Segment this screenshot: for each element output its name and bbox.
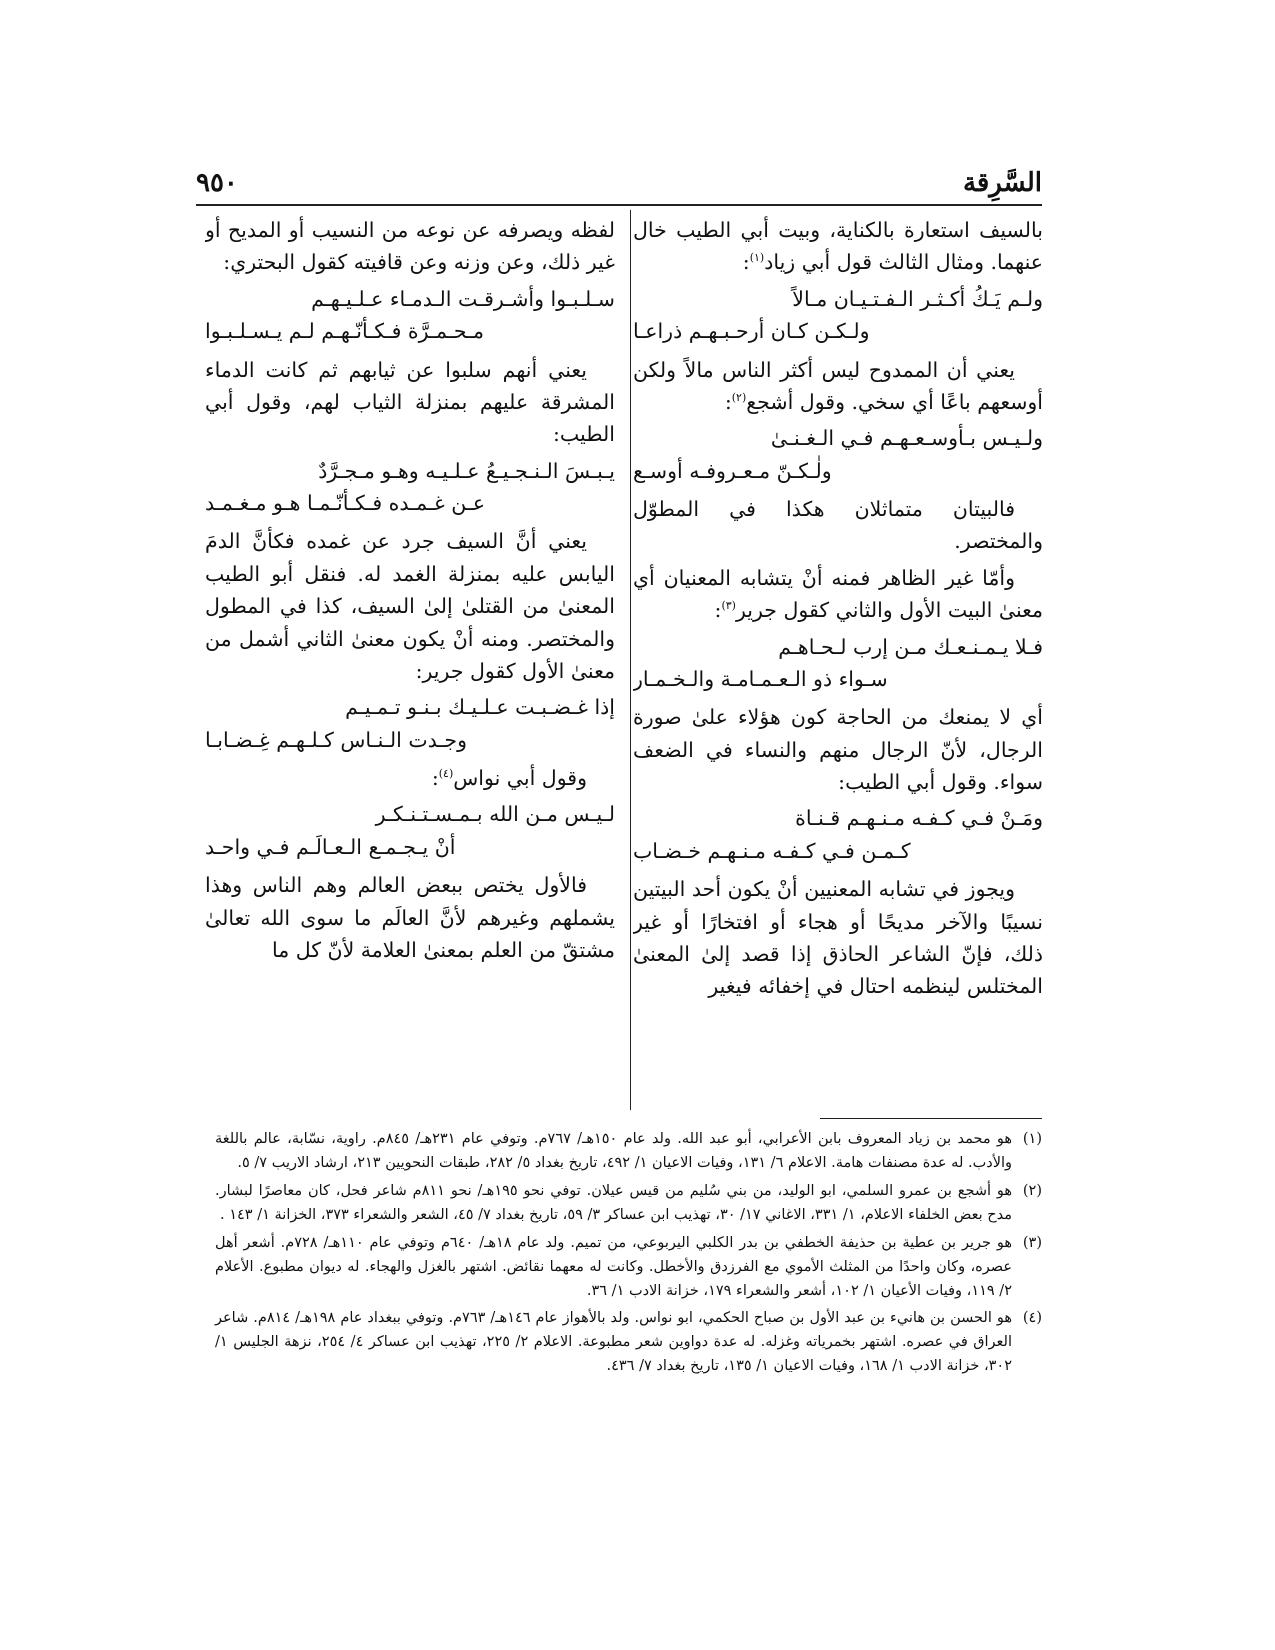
hemistich-second: عـن غـمـده فـكـأنّـمـا هـو مـغـمـد: [205, 491, 486, 515]
paragraph: وأمّا غير الظاهر فمنه أنْ يتشابه المعنيان أي معنىٰ البيت الأول والثاني كقول جرير$^{(٣)}$:: [633, 565, 1043, 623]
page-header: [196, 160, 1042, 206]
hemistich-first: لـيـس مـن الله بـمـسـتـنـكـر: [375, 802, 615, 827]
paragraph: لفظه ويصرفه عن نوعه من النسيب أو المديح أو غير ذلك، وعن وزنه وعن قافيته كقول البحتري:: [205, 218, 615, 275]
footnote-ref: (٣): [721, 599, 736, 613]
verse: [205, 798, 615, 863]
verse: [205, 691, 615, 756]
footnote-separator: [820, 1118, 1042, 1119]
verse: [633, 631, 1043, 696]
paragraph: ويجوز في تشابه المعنيين أنْ يكون أحد البيتين نسيبًا والآخر مديحًا أو هجاء أو افتخارًا أو غير ذلك، فإنّ الشاعر الحاذق إذا قصد إلىٰ المعنىٰ المختلس لينظمه احتال في إخفائه فيغير: [633, 877, 1043, 999]
footnote-ref: (٤): [438, 767, 454, 781]
hemistich-second: ولـكـن كـان أرحـبـهـم ذراعـا: [633, 319, 870, 344]
paragraph: أي لا يمنعك من الحاجة كون هؤلاء علىٰ صورة الرجال، لأنّ الرجال منهم والنساء في الضعف سواء. وقول أبي الطيب:: [633, 705, 1043, 794]
footnote-text: هو أشجع بن عمرو السلمي، ابو الوليد، من بني سُليم من قيس عيلان. توفي نحو ١٩٥هـ/ نحو ٨١١م شاعر فحل، كان معاصرًا لبشار. مدح بعض الخلفاء الاعلام، ١/ ٣٣١، الاغاني ١٧/ ٣٠، تهذيب ابن عساكر ٣/ ٥٩، تاريخ بغداد ٧/ ٤٥، الشعر والشعراء ٣٧٣، الخزانة ١/ ١٤٣ .: [215, 1182, 1012, 1223]
hemistich-second: مـحـمـرَّة فـكـأنّـهـم لـم يـسـلـبـوا: [205, 319, 485, 344]
hemistich-first: إذا غـضـبـت عـلـيـك بـنـو تـمـيـم: [345, 695, 615, 720]
verse: [205, 283, 615, 348]
footnote-number: (٤): [1022, 1310, 1042, 1327]
verse: [633, 283, 1043, 348]
footnote-text: هو جرير بن عطية بن حذيفة الخطفي بن بدر الكلبي اليربوعي، من تميم. ولد عام ١٨هـ/ ٦٤٠م وتوفي عام ١١٠هـ/ ٧٢٨م. أشعر أهل عصره، وكان واحدًا من المثلث الأموي مع الفرزدق والأخطل. وكانت له معهما نقائض. اشتهر بالغزل والهجاء. له ديوان مطبوع. الأعلام ٢/ ١١٩، وفيات الأعيان ١/ ١٠٢، أشعر والشعراء ١٧٩، خزانة الادب ١/ ٣٦.: [215, 1234, 1012, 1299]
footnote-ref: (٢): [731, 391, 747, 405]
footnote: [215, 1307, 1042, 1379]
hemistich-first: ولـم يَـكُ أكـثـر الـفـتـيـان مـالاً: [792, 286, 1043, 311]
column-divider: [630, 210, 631, 1110]
hemistich-second: سـواء ذو الـعـمـامـة والـخـمـار: [633, 666, 888, 691]
right-column: [633, 214, 1043, 1104]
paragraph: يعني أن الممدوح ليس أكثر الناس مالاً ولكن أوسعهم باعًا أي سخي. وقول أشجع$^{(٢)}$:: [633, 357, 1043, 414]
verse: [633, 422, 1043, 487]
running-title: السَّرِقة: [962, 168, 1042, 198]
hemistich-first: فـلا يـمـنـعـك مـن إرب لـحـاهـم: [778, 634, 1043, 659]
paragraph: فالبيتان متماثلان هكذا في المطوّل والمختصر.: [633, 497, 1043, 554]
paragraph: يعني أنهم سلبوا عن ثيابهم ثم كانت الدماء المشرقة عليهم بمنزلة الثياب لهم، وقول أبي الطيب:: [205, 357, 615, 447]
footnote-text: هو محمد بن زياد المعروف بابن الأعرابي، أبو عبد الله. ولد عام ١٥٠هـ/ ٧٦٧م. وتوفي عام ٢٣١هـ/ ٨٤٥م. راوية، نسّابة، عالم باللغة والأدب. له عدة مصنفات هامة. الاعلام ٦/ ١٣١، وفيات الاعيان ١/ ٤٩٢، تاريخ بغداد ٥/ ٢٨٢، طبقات النحويين ٢١٣، ارشاد الاريب ٧/ ٥.: [215, 1131, 1013, 1171]
hemistich-second: وجـدت الـنـاس كـلـهـم غِـضـابـا: [205, 727, 467, 752]
hemistich-second: كـمـن فـي كـفـه مـنـهـم خـضـاب: [633, 838, 911, 863]
footnote-text: هو الحسن بن هانيء بن عبد الأول بن صباح الحكمي، ابو نواس. ولد بالأهواز عام ١٤٦هـ/ ٧٦٣م. وتوفي ببغداد عام ١٩٨هـ/ ٨١٤م. شاعر العراق في عصره. اشتهر بخمرياته وغزله. له عدة دواوين شعر مطبوعة. الاعلام ٢/ ٢٢٥، تهذيب ابن عساكر ٤/ ٢٥٤، نزهة الجليس ١/ ٣٠٢، خزانة الادب ١/ ١٦٨، وفيات الاعيان ١/ ١٣٥، تاريخ بغداد ٧/ ٤٣٦.: [215, 1310, 1012, 1375]
hemistich-second: ولٰـكـنّ مـعـروفـه أوسـع: [633, 458, 832, 483]
hemistich-first: ولـيـس بـأوسـعـهـم فـي الـغـنـىٰ: [770, 426, 1043, 451]
verse: [633, 802, 1043, 867]
hemistich-first: ومَـنْ فـي كـفـه مـنـهـم قـنـاة: [795, 806, 1043, 831]
paragraph: وقول أبي نواس$^{(٤)}$:: [431, 766, 587, 790]
footnote: [215, 1232, 1042, 1304]
footnote-ref: (١): [749, 251, 765, 265]
footnote-number: (١): [1022, 1131, 1042, 1147]
footnote: [215, 1180, 1042, 1228]
footnote: [215, 1128, 1042, 1176]
footnote-number: (٢): [1022, 1182, 1042, 1199]
paragraph: يعني أنَّ السيف جرد عن غمده فكأنَّ الدمَ اليابس عليه بمنزلة الغمد له. فنقل أبو الطيب المعنىٰ من القتلىٰ إلىٰ السيف، كذا في المطول والمختصر. ومنه أنْ يكون معنىٰ الثاني أشمل من معنىٰ الأول كقول جرير:: [205, 529, 615, 683]
footnotes: [215, 1128, 1042, 1383]
paragraph: فالأول يختص ببعض العالم وهم الناس وهذا يشملهم وغيرهم لأنَّ العالَم ما سوى الله تعالىٰ مشتقّ من العلم بمعنىٰ العلامة لأنّ كل ما: [205, 873, 615, 962]
hemistich-first: يـبـسَ الـنـجـيـعُ عـلـيـه وهـو مـجـرَّدٌ: [318, 458, 615, 483]
paragraph: بالسيف استعارة بالكناية، وبيت أبي الطيب خال عنهما. ومثال الثالث قول أبي زياد$^{(١)}$:: [633, 218, 1043, 275]
verse: [205, 455, 615, 520]
footnote-number: (٣): [1022, 1234, 1042, 1251]
hemistich-first: سـلـبـوا وأشـرقـت الـدمـاء عـلـيـهـم: [311, 286, 615, 311]
left-column: [205, 214, 615, 1104]
page-number: ٩٥٠: [196, 168, 238, 198]
hemistich-second: أنْ يـجـمـع الـعـالَـم فـي واحـد: [205, 834, 456, 859]
